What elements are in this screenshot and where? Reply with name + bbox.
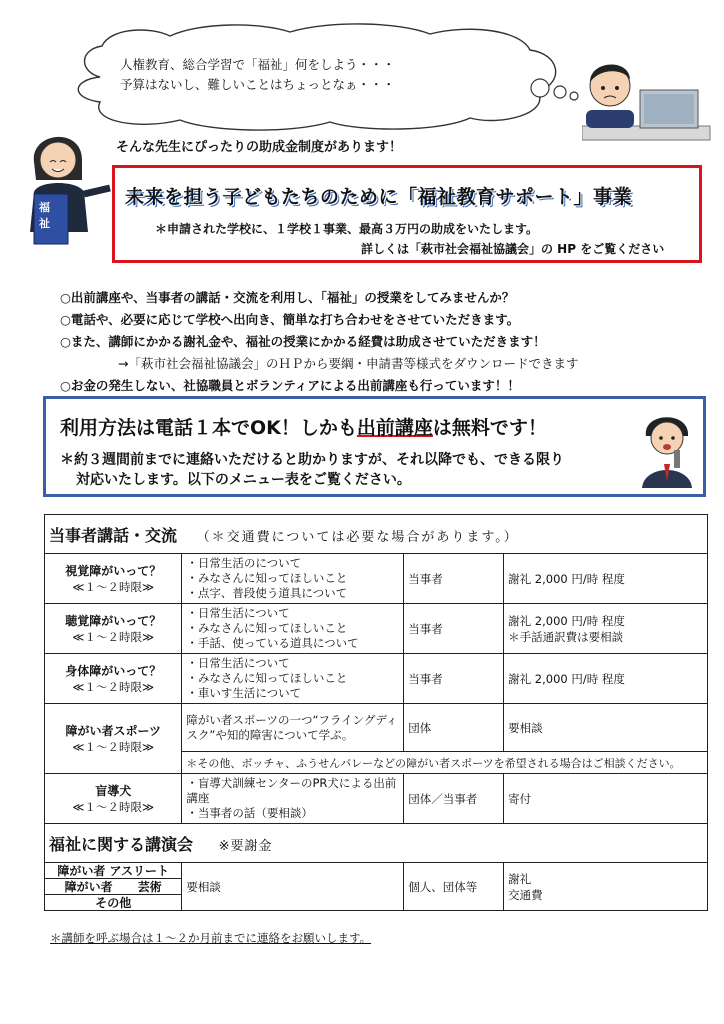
sports-note: ＊その他、ボッチャ、ふうせんバレーなどの障がい者スポーツを希望される場合はご相談ください。 [182,752,708,774]
row-fee: 謝礼 2,000 円/時 程度 [508,671,625,686]
row-item: ・みなさんに知ってほしいこと [186,571,348,585]
row-speaker: 当事者 [404,554,504,604]
table-row [45,554,708,604]
section-header-lectures [45,824,708,863]
table-row [45,704,708,752]
row-item: ・みなさんに知ってほしいこと [186,621,348,635]
section-header-talks [45,515,708,554]
cloud-text [120,55,395,95]
table-row [45,604,708,654]
row-category: 障がい者スポーツ [65,724,161,738]
bullet-1: ○出前講座や、当事者の講話・交流を利用し、「福祉」の授業をしてみませんか？ [60,290,515,305]
bullet-download: →「萩市社会福祉協議会」のＨＰから要綱・申請書等様式をダウンロードできます [118,356,579,371]
row-fee: 謝礼 2,000 円/時 程度 [508,613,625,628]
usage-line-1: ＊約３週間前までに連絡いただけると助かりますが、それ以降でも、できる限り [60,452,564,468]
bullet-2: ○電話や、必要に応じて学校へ出向き、簡単な打ち合わせをさせていただきます。 [60,312,520,327]
row-category: 聴覚障がいって？ [65,614,162,628]
usage-title-b: 出前講座 [356,417,433,439]
row-item: ・当事者の話（要相談） [186,806,313,820]
section-title-lectures: 福祉に関する講演会 [49,834,194,854]
row-item: ・みなさんに知ってほしいこと [186,671,348,685]
row-speaker: 当事者 [404,604,504,654]
row-item: ・車いす生活について [186,686,302,700]
lecture-fee: 謝礼 [508,871,532,886]
cloud-line-2: 予算はないし、難しいことはちょっとなぁ・・・ [120,77,396,92]
usage-title-c: は無料です！ [432,417,547,439]
row-period: ≪１～２時限≫ [72,630,154,644]
bullet-3: ○また、講師にかかる謝礼金や、福祉の授業にかかる経費は助成させていただきます！ [60,334,546,349]
row-item: 障がい者スポーツの一つ“フライングディスク”や知的障害について学ぶ。 [186,712,398,742]
lecture-speaker: 個人、団体等 [404,863,504,911]
usage-box [43,396,706,497]
row-fee: 寄付 [508,791,532,806]
row-fee: 謝礼 2,000 円/時 程度 [508,571,625,586]
program-banner [112,165,702,263]
lecture-category-art: 障がい者 芸術 [45,879,182,895]
table-row [45,774,708,824]
usage-line-2: 対応いたします。以下のメニュー表をご覧ください。 [76,472,411,488]
lecture-category-other: その他 [45,895,182,911]
footnote: ＊講師を呼ぶ場合は１～２か月前までに連絡をお願いします。 [50,931,372,945]
row-speaker: 団体／当事者 [404,774,504,824]
section-note-talks: （＊交通費については必要な場合があります。） [196,529,519,545]
intro-text: そんな先生にぴったりの助成金制度があります！ [116,140,403,155]
row-period: ≪１～２時限≫ [72,800,154,814]
teacher-with-sign-illustration [24,122,114,252]
row-speaker: 当事者 [404,654,504,704]
row-period: ≪１～２時限≫ [72,680,154,694]
row-item: ・日常生活について [186,656,290,670]
section-note-lectures: ※要謝金 [218,838,273,854]
presenter-illustration [636,406,698,488]
row-item: ・手話、使っている道具について [186,636,359,650]
banner-title: 未来を担う子どもたちのために「福祉教育サポート」事業 [125,186,633,208]
row-fee-note: ＊手話通訳費は要相談 [508,629,624,644]
row-fee: 要相談 [508,720,543,735]
row-item: ・日常生活について [186,606,290,620]
lecture-fee-travel: 交通費 [508,887,543,902]
lecture-category-athlete: 障がい者 アスリート [45,863,182,879]
lecture-content: 要相談 [182,863,404,911]
row-item: ・日常生活のについて [186,556,302,570]
worried-teacher-illustration [582,52,712,144]
row-period: ≪１～２時限≫ [72,740,154,754]
bullet-4: ○お金の発生しない、社協職員とボランティアによる出前講座も行っています！！ [60,378,520,393]
row-category: 身体障がいって？ [65,664,162,678]
row-item: ・盲導犬訓練センターのPR犬による出前講座 [186,776,397,805]
section-title-talks: 当事者講話・交流 [49,525,178,545]
row-item: ・点字、普段使う道具について [186,586,348,600]
row-category: 盲導犬 [95,784,132,798]
row-category: 視覚障がいって？ [65,564,162,578]
banner-line-1: ＊申請された学校に、１学校１事業、最高３万円の助成をいたします。 [155,222,539,236]
banner-line-2: 詳しくは「萩市社会福祉協議会」の HP をご覧ください [361,242,665,256]
menu-table [44,514,708,911]
usage-title-a: 利用方法は電話１本でOK！しかも [60,417,357,439]
welfare-sign-text: 福祉 [39,201,50,230]
table-row [45,863,708,879]
cloud-line-1: 人権教育、総合学習で「福祉」何をしよう・・・ [120,57,396,72]
row-period: ≪１～２時限≫ [72,580,154,594]
usage-title [60,413,547,440]
table-row [45,654,708,704]
row-speaker: 団体 [404,704,504,752]
